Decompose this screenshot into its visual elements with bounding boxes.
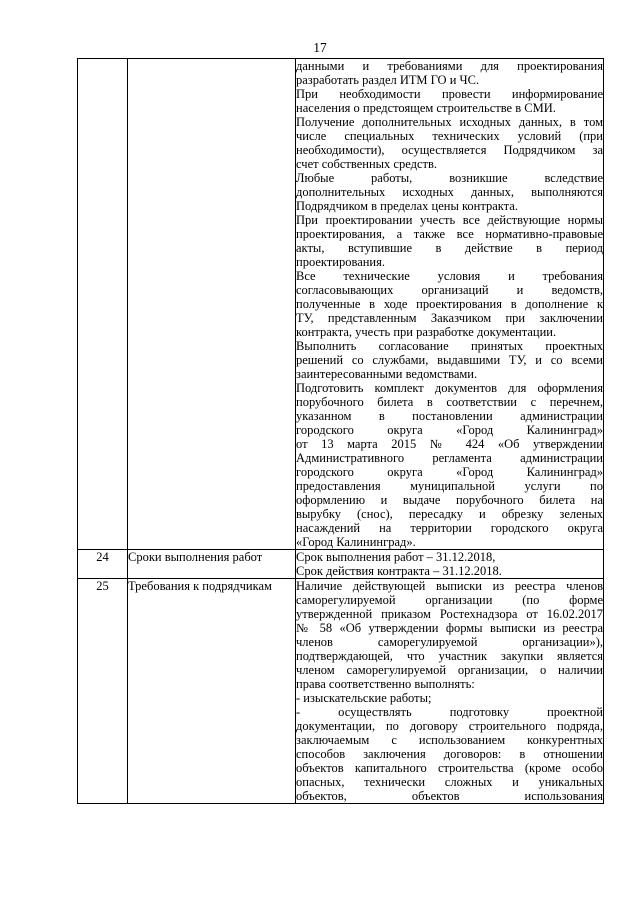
text-line: опасных, технически сложных и уникальных	[296, 775, 603, 789]
text-line: Подготовить комплект документов для оформления	[296, 381, 603, 395]
text-line: - осуществлять подготовку проектной	[296, 705, 603, 719]
text-line: от 13 марта 2015 № 424 «Об утверждении	[296, 437, 603, 451]
text-line: числе специальных технических условий (при	[296, 129, 603, 143]
text-line: предоставления муниципальной услуги по	[296, 479, 603, 493]
text-line: городского округа «Город Калининград»	[296, 465, 603, 479]
row-number: 25	[78, 579, 128, 804]
text-line: указанном в постановлении администрации	[296, 409, 603, 423]
row-label	[128, 59, 296, 550]
text-line: данными и требованиями для проектирования	[296, 59, 603, 73]
text-line: согласовывающих организаций и ведомств,	[296, 283, 603, 297]
table-row	[78, 550, 604, 579]
text-line: - изыскательские работы;	[296, 691, 432, 705]
text-line: проектирования.	[296, 255, 385, 269]
text-line: членом саморегулируемой организации, о наличии	[296, 663, 603, 677]
row-content	[296, 579, 604, 804]
text-line: разработать раздел ИТМ ГО и ЧС.	[296, 73, 480, 87]
text-line: населения о предстоящем строительстве в СМИ.	[296, 101, 556, 115]
text-line: утвержденной приказом Ростехнадзора от 16.02.2017	[296, 607, 603, 621]
text-line: Все технические условия и требования	[296, 269, 603, 283]
text-line: необходимости), осуществляется Подрядчиком за	[296, 143, 603, 157]
row-content	[296, 550, 604, 579]
text-line: насаждений на территории городского округа	[296, 521, 603, 535]
text-line: проектирования, а также все нормативно-правовые	[296, 227, 603, 241]
text-line: акты, вступившие в действие в период	[296, 241, 603, 255]
text-line: При необходимости провести информирование	[296, 87, 603, 101]
text-line: заинтересованными ведомствами.	[296, 367, 478, 381]
text-line: При проектировании учесть все действующие нормы	[296, 213, 603, 227]
text-line: Срок действия контракта – 31.12.2018.	[296, 564, 502, 578]
page-number: 17	[313, 40, 327, 55]
text-line: саморегулируемой организации (по форме	[296, 593, 603, 607]
content-text	[296, 550, 603, 578]
table-row	[78, 59, 604, 550]
text-line: решений со службами, выдавшими ТУ, и со всеми	[296, 353, 603, 367]
text-line: Срок выполнения работ – 31.12.2018,	[296, 550, 496, 564]
text-line: контракта, учесть при разработке документации.	[296, 325, 557, 339]
text-line: порубочного билета в соответствии с перечнем,	[296, 395, 603, 409]
table-row	[78, 579, 604, 804]
content-text	[296, 59, 603, 549]
text-line: заключаемым с использованием конкурентных	[296, 733, 603, 747]
text-line: ТУ, представленным Заказчиком при заключении	[296, 311, 603, 325]
text-line: Подрядчиком в пределах цены контракта.	[296, 199, 518, 213]
text-line: Наличие действующей выписки из реестра членов	[296, 579, 603, 593]
text-line: полученные в ходе проектирования в дополнение к	[296, 297, 603, 311]
text-line: Выполнить согласование принятых проектных	[296, 339, 603, 353]
requirements-table	[77, 58, 604, 804]
text-line: оформлению и выдаче порубочного билета на	[296, 493, 603, 507]
content-text	[296, 579, 603, 803]
text-line: дополнительных исходных данных, выполняются	[296, 185, 603, 199]
row-number	[78, 59, 128, 550]
text-line: способов заключения договоров: в отношении	[296, 747, 603, 761]
text-line: права соответственно выполнять:	[296, 677, 475, 691]
text-line: подтверждающей, что участник закупки является	[296, 649, 603, 663]
text-line: счет собственных средств.	[296, 157, 437, 171]
text-line: Любые работы, возникшие вследствие	[296, 171, 603, 185]
text-line: Административного регламента администрации	[296, 451, 603, 465]
text-line: городского округа «Город Калининград»	[296, 423, 603, 437]
text-line: Получение дополнительных исходных данных, в том	[296, 115, 603, 129]
text-line: «Город Калининград».	[296, 535, 416, 549]
text-line: документации, по договору строительного подряда,	[296, 719, 603, 733]
text-line: вырубку (снос), пересадку и обрезку зеленых	[296, 507, 603, 521]
text-line: членов саморегулируемой организации»),	[296, 635, 603, 649]
row-number: 24	[78, 550, 128, 579]
row-content	[296, 59, 604, 550]
row-label: Сроки выполнения работ	[128, 550, 296, 579]
row-label: Требования к подрядчикам	[128, 579, 296, 804]
text-line: № 58 «Об утверждении формы выписки из реестра	[296, 621, 603, 635]
text-line: объектов капитального строительства (кроме особо	[296, 761, 603, 775]
text-line: объектов, объектов использования	[296, 789, 603, 803]
